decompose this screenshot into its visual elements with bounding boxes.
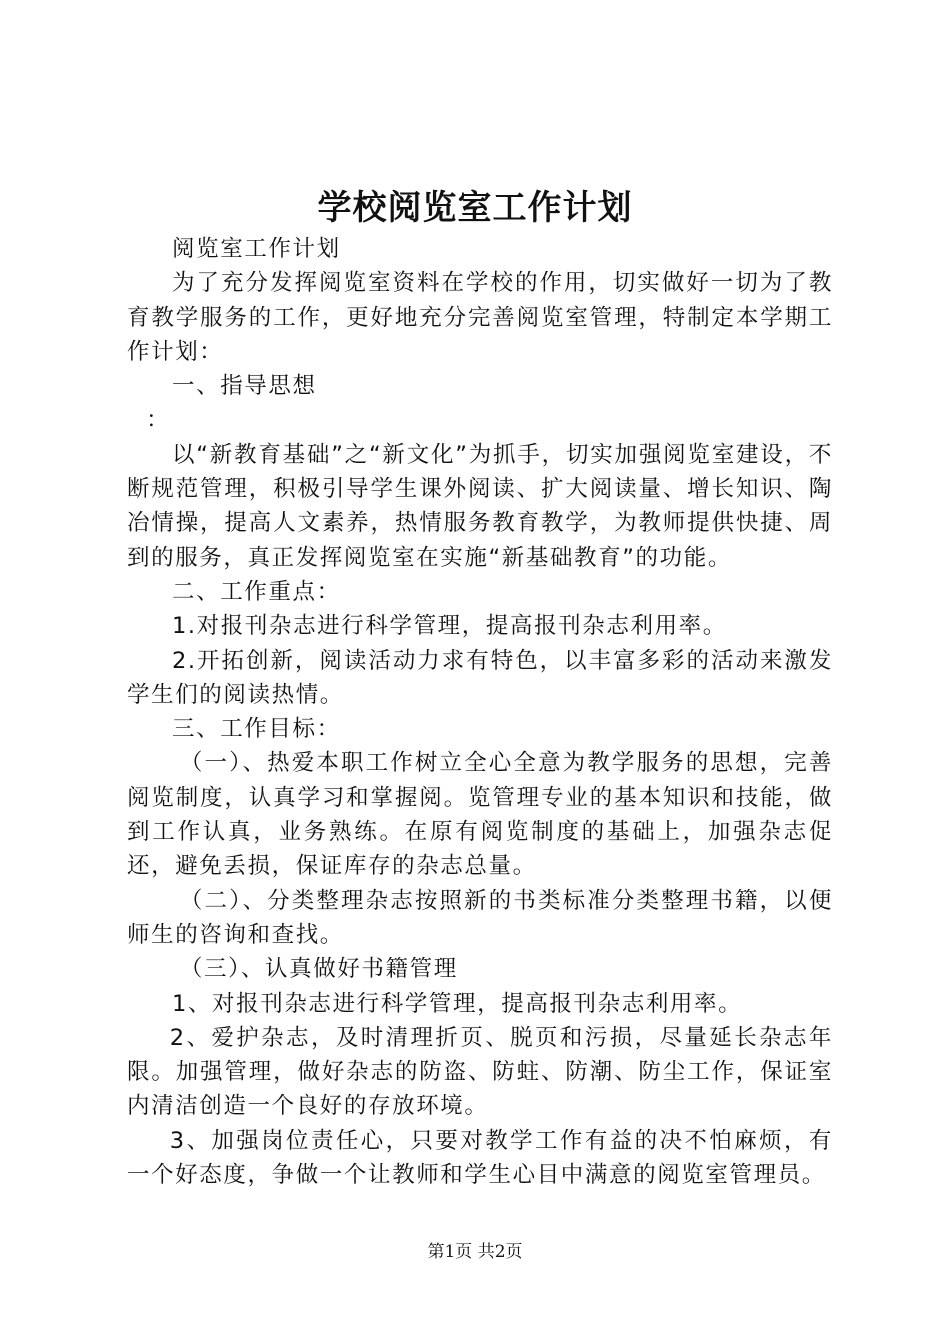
- document-body: [127, 232, 833, 1192]
- page-number-footer: 第1页 共2页: [427, 1242, 523, 1262]
- goal-3-item-3: 3、加强岗位责任心，只要对教学工作有益的决不怕麻烦，有一个好态度，争做一个让教师和学生心目中满意的阅览室管理员。: [127, 1127, 833, 1189]
- work-goal-1: （一）、热爱本职工作树立全心全意为教学服务的思想，完善阅览制度，认真学习和掌握阅。览管理专业的基本知识和技能，做到工作认真，业务熟练。在原有阅览制度的基础上，加强杂志促还，避免丢损，保证库存的杂志总量。: [127, 750, 833, 880]
- goal-3-item-2: 2、爱护杂志，及时清理折页、脱页和污损，尽量延长杂志年限。加强管理，做好杂志的防盗、防蛀、防潮、防尘工作，保证室内清洁创造一个良好的存放环境。: [127, 1024, 833, 1120]
- work-goal-2: （二）、分类整理杂志按照新的书类标准分类整理书籍，以便师生的咨询和查找。: [127, 887, 833, 948]
- section-heading-work-goals: 三、工作目标：: [172, 716, 341, 743]
- subtitle-paragraph: 阅览室工作计划: [172, 236, 341, 262]
- section-heading-work-focus: 二、工作重点：: [172, 578, 341, 605]
- section-heading-guiding-thought: 一、指导思想: [172, 373, 317, 400]
- document-title: 学校阅览室工作计划: [317, 188, 633, 228]
- work-focus-item-1: 1.对报刊杂志进行科学管理，提高报刊杂志利用率。: [172, 613, 727, 640]
- work-focus-item-2: 2.开拓创新，阅读活动力求有特色，以丰富多彩的活动来激发学生们的阅读热情。: [127, 647, 833, 708]
- goal-3-item-1: 1、对报刊杂志进行科学管理，提高报刊杂志利用率。: [172, 990, 743, 1017]
- intro-paragraph: 为了充分发挥阅览室资料在学校的作用，切实做好一切为了教育教学服务的工作，更好地充分完善阅览室管理，特制定本学期工作计划：: [127, 270, 833, 365]
- colon-line: ：: [146, 407, 171, 434]
- work-goal-3: （三）、认真做好书籍管理: [179, 956, 458, 983]
- guiding-thought-paragraph: 以“新教育基础”之“新文化”为抓手，切实加强阅览室建设，不断规范管理，积极引导学生课外阅读、扩大阅读量、增长知识、陶冶情操，提高人文素养，热情服务教育教学，为教师提供快捷、周到的服务，真正发挥阅览室在实施“新基础教育”的功能。: [127, 441, 833, 571]
